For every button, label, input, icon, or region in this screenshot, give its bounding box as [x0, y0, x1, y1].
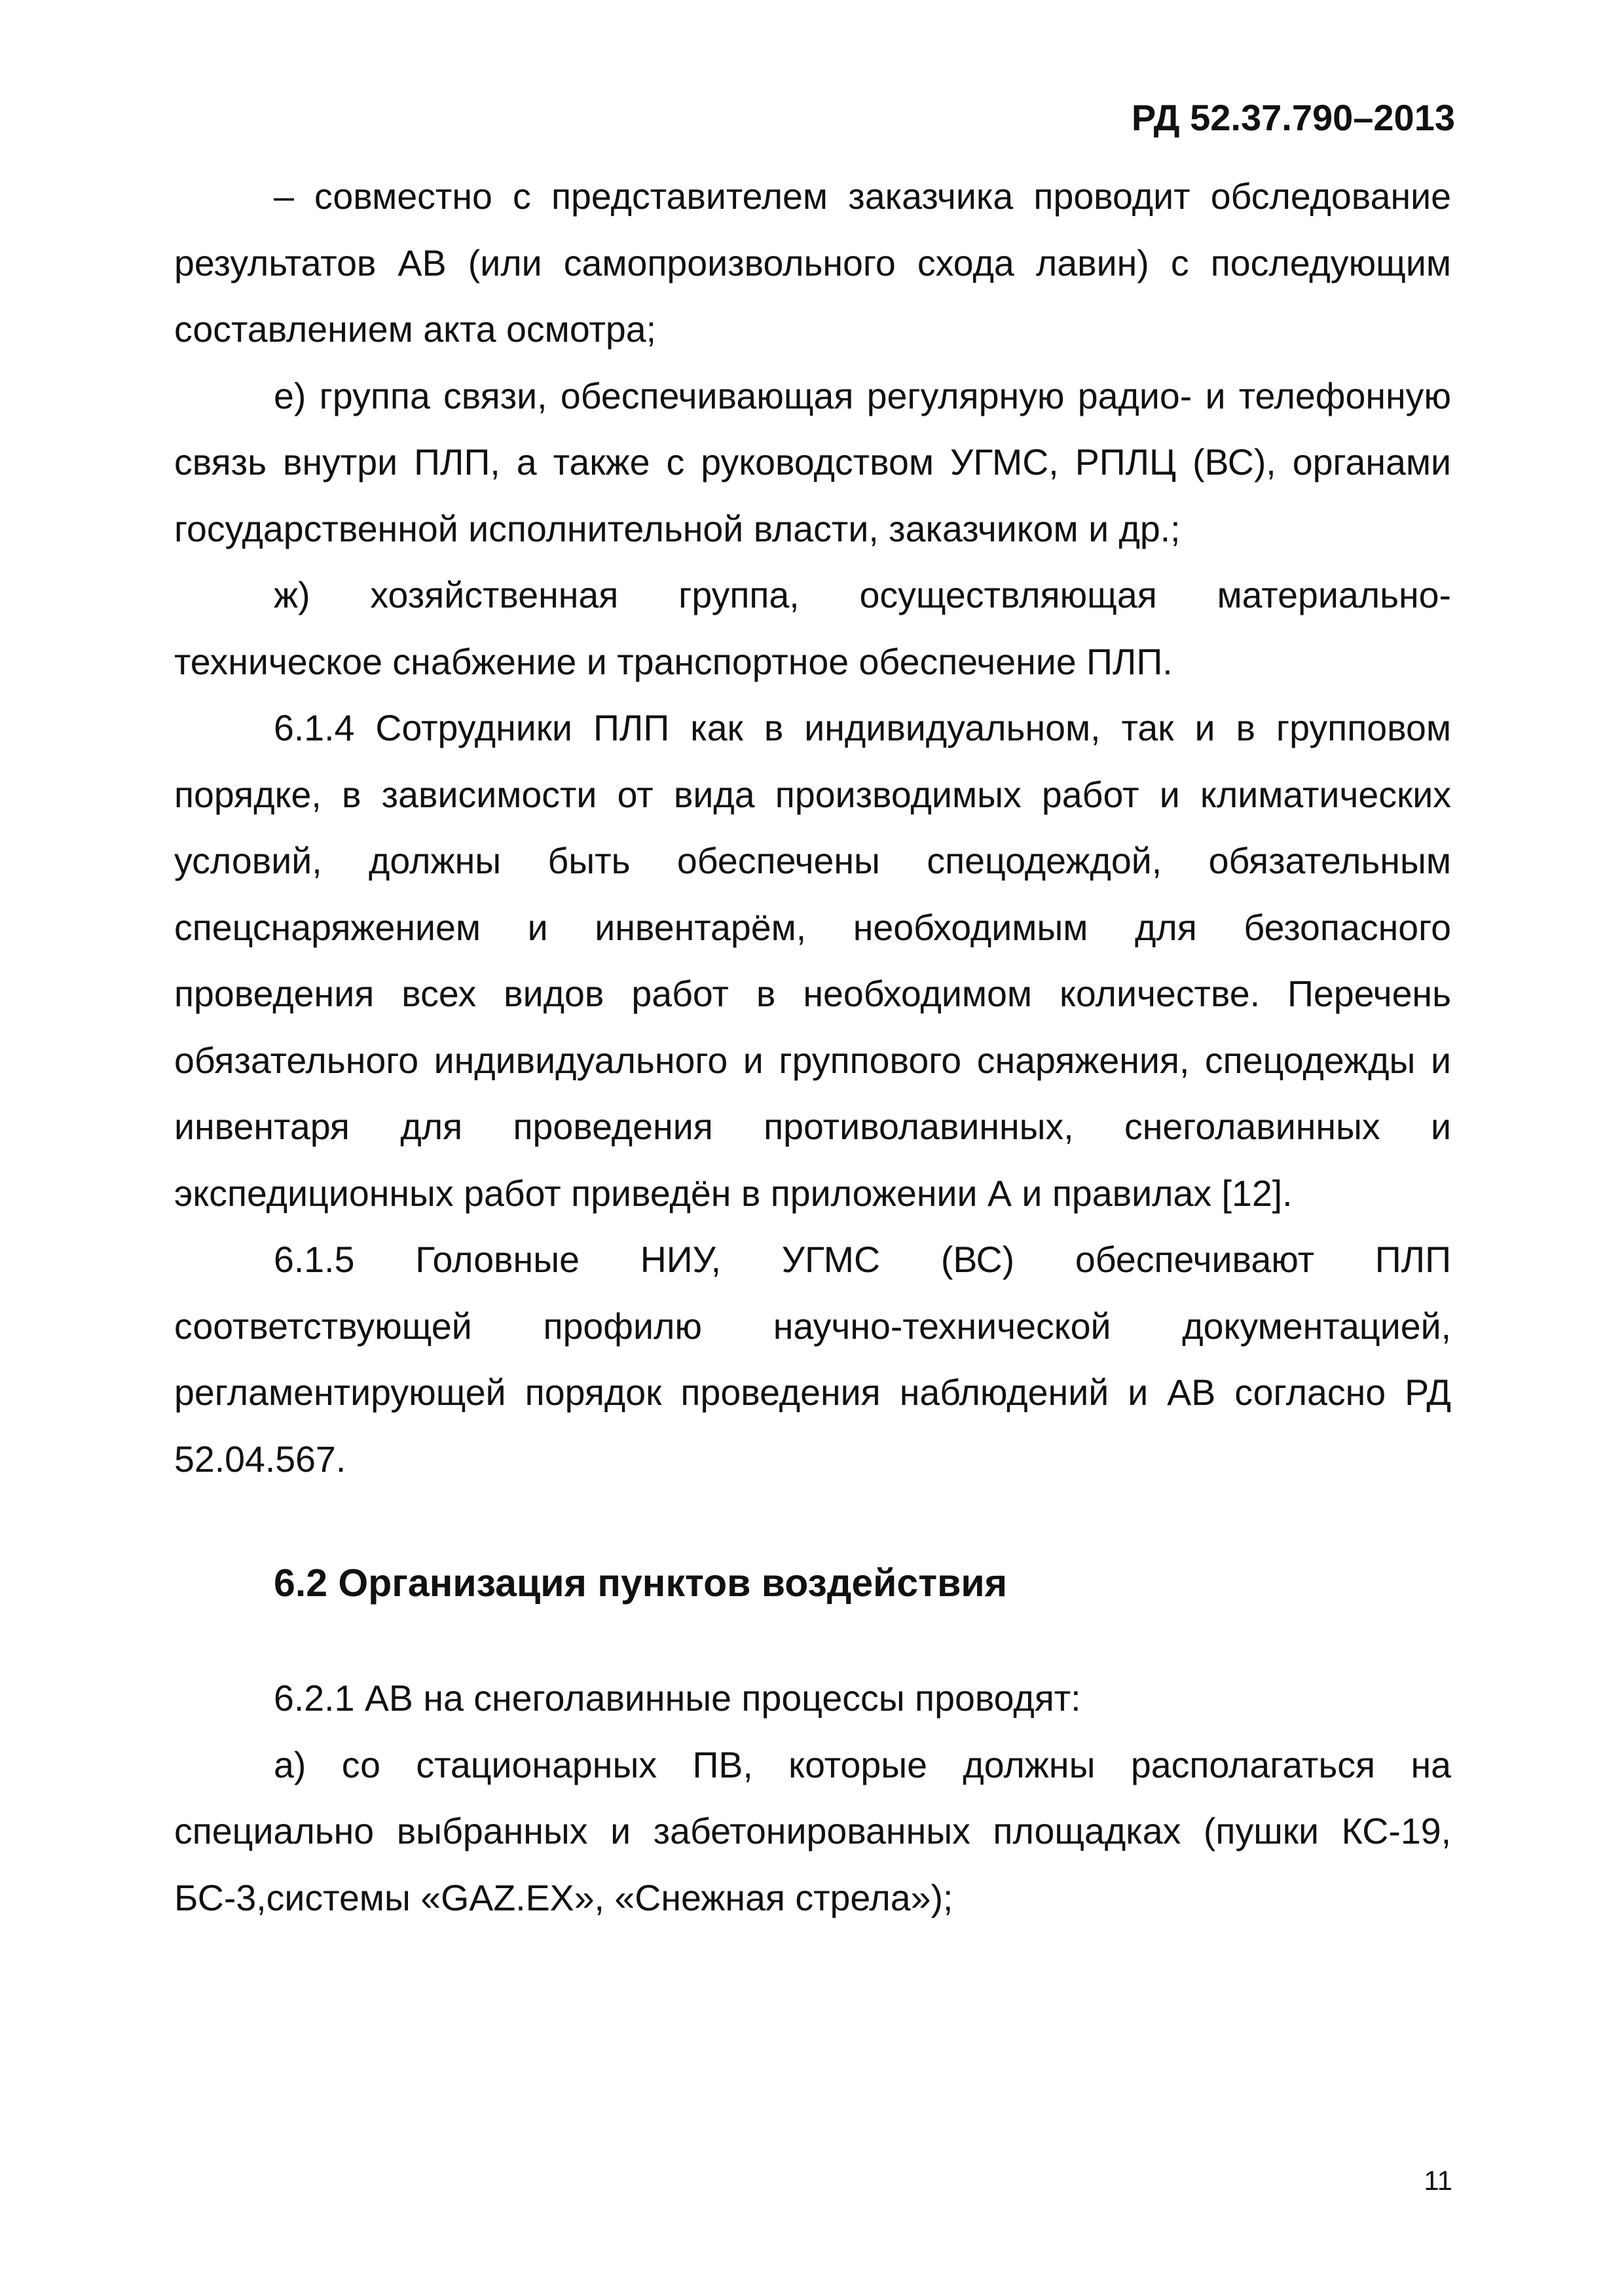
paragraph-stationary-points: а) со стационарных ПВ, которые должны располагаться на специально выбранных и забетонированных площадках (пушки КС-19, БС-3,системы «GAZ.EX», «Снежная стрела»);	[174, 1744, 1451, 1918]
paragraph-6-2-1: 6.2.1 АВ на снеголавинные процессы проводят:	[274, 1678, 1081, 1719]
body-text	[174, 164, 1451, 1931]
paragraph-commission-inspection: – совместно с представителем заказчика проводит обследование результатов АВ (или самопроизвольного схода лавин) с последующим составлением акта осмотра;	[174, 176, 1451, 350]
section-heading-6-2: 6.2 Организация пунктов воздействия	[274, 1561, 1008, 1605]
paragraph-6-1-4: 6.1.4 Сотрудники ПЛП как в индивидуальном, так и в групповом порядке, в зависимости от вида производимых работ и климатических условий, должны быть обеспечены спецодеждой, обязательным спецснаряжением и инвентарём, необходимым для безопасного проведения всех видов работ в необходимом количестве. Перечень обязательного индивидуального и группового снаряжения, спецодежды и инвентаря для проведения противолавинных, снеголавинных и экспедиционных работ приведён в приложении А и правилах [12].	[174, 708, 1451, 1214]
paragraph-6-1-5: 6.1.5 Головные НИУ, УГМС (ВС) обеспечивают ПЛП соответствующей профилю научно-технической документацией, регламентирующей порядок проведения наблюдений и АВ согласно РД 52.04.567.	[174, 1239, 1451, 1480]
paragraph-communications-group: е) группа связи, обеспечивающая регулярную радио- и телефонную связь внутри ПЛП, а также с руководством УГМС, РПЛЦ (ВС), органами государственной исполнительной власти, заказчиком и др.;	[174, 375, 1451, 549]
document-code: РД 52.37.790–2013	[1131, 97, 1455, 138]
paragraph-supply-group: ж) хозяйственная группа, осуществляющая материально-техническое снабжение и транспортное обеспечение ПЛП.	[174, 575, 1451, 682]
page-number: 11	[1424, 2165, 1452, 2196]
